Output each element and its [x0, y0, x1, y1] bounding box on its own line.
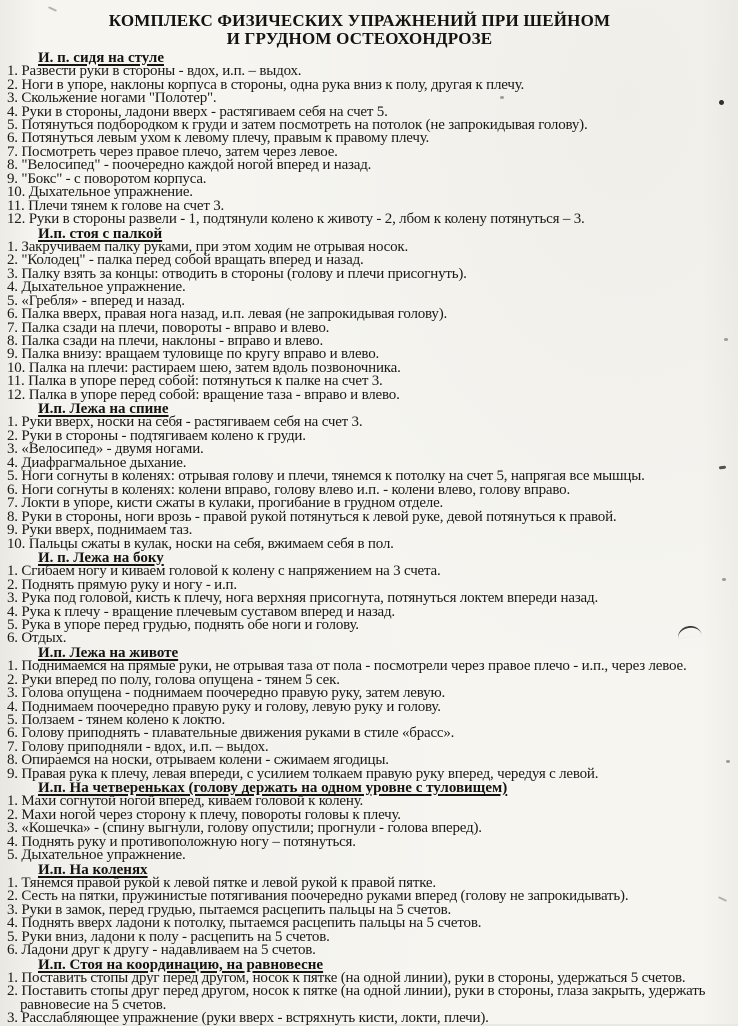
section-heading-text: И.п. Лежа на животе — [38, 644, 179, 661]
exercise-item: 3. «Велосипед» - двумя ногами. — [7, 441, 204, 458]
exercise-item: 6. Голову приподнять - плавательные движения руками в стиле «брасс». — [7, 725, 455, 742]
exercise-item: 2. Махи ногой через сторону к плечу, повороты головы к плечу. — [7, 806, 401, 823]
exercise-item: 5. Рука в упоре перед грудью, поднять обе ноги и голову. — [7, 617, 359, 634]
exercise-item: 4. Диафрагмальное дыхание. — [7, 454, 187, 471]
scan-artifact — [500, 96, 504, 99]
exercise-item: 3. Палку взять за концы: отводить в стороны (голову и плечи присогнуть). — [7, 265, 467, 282]
section-heading-text: И.п. Лежа на спине — [38, 401, 169, 418]
exercise-item: 5. Дыхательное упражнение. — [7, 847, 186, 864]
exercise-sections — [7, 51, 712, 1026]
exercise-item: 7. Локти в упоре, кисти сжаты в кулаки, прогибание в грудном отделе. — [7, 495, 444, 512]
exercise-item: 12. Палка в упоре перед собой: вращение таза - вправо и влево. — [7, 386, 400, 403]
exercise-item: 8. Опираемся на носки, отрываем колени - сжимаем ягодицы. — [7, 752, 389, 769]
exercise-item: 2. Поставить стопы друг перед другом, носок к пятке (на одной линии), руки в стороны, глаза закрыть, удержать равновесие на 5 счетов. — [7, 983, 706, 1013]
scan-artifact — [48, 6, 57, 12]
exercise-item: 2. Поднять прямую руку и ногу - и.п. — [7, 576, 237, 593]
exercise-item: 2. Сесть на пятки, пружинистые потягивания поочередно руками вперед (голову не запрокидывать). — [7, 888, 629, 905]
document-title-line-2: И ГРУДНОМ ОСТЕОХОНДРОЗЕ — [226, 29, 493, 48]
exercise-item: 11. Плечи тянем к голове на счет 3. — [7, 197, 225, 214]
exercise-item: 5. Руки вниз, ладони к полу - расцепить на 5 счетов. — [7, 928, 330, 945]
exercise-item: 8. Руки в стороны, ноги врозь - правой рукой потянуться к левой руке, девой потянуться к правой. — [7, 508, 617, 525]
exercise-item: 7. Посмотреть через правое плечо, затем через левое. — [7, 143, 338, 160]
section-heading-text: И.п. стоя с палкой — [38, 225, 163, 242]
exercise-item: 1. Закручиваем палку руками, при этом ходим не отрывая носок. — [7, 238, 409, 255]
exercise-item: 4. Поднимаем поочередно правую руку и голову, левую руку и голову. — [7, 698, 441, 715]
exercise-item: 4. Дыхательное упражнение. — [7, 279, 186, 296]
exercise-item: 6. Потянуться левым ухом к левому плечу, правым к правому плечу. — [7, 130, 430, 147]
exercise-item: 5. Потянуться подбородком к груди и затем посмотреть на потолок (не запрокидывая голову). — [7, 117, 588, 134]
exercise-item: 3. Расслабляющее упражнение (руки вверх - встряхнуть кисти, локти, плечи). — [7, 1010, 489, 1026]
exercise-item: 5. Ноги согнуты в коленях: отрывая голову и плечи, тянемся к потолку на счет 5, напрягая все мышцы. — [7, 468, 645, 485]
exercise-item: 4. Поднять руку и противоположную ногу – потянуться. — [7, 833, 356, 850]
section-heading-text: И.п. Стоя на координацию, на равновесне — [38, 956, 324, 973]
section-heading-text: И. п. Лежа на боку — [38, 550, 164, 567]
exercise-item: 3. «Кошечка» - (спину выгнули, голову опустили; прогнули - голова вперед). — [7, 820, 482, 837]
exercise-item: 4. Поднять вверх ладони к потолку, пытаемся расцепить пальцы на 5 счетов. — [7, 915, 482, 932]
exercise-item: 10. Дыхательное упражнение. — [7, 184, 193, 201]
scan-artifact — [719, 466, 726, 470]
exercise-item: 1. Руки вверх, носки на себя - растягиваем себя на счет 3. — [7, 414, 363, 431]
exercise-item: 12. Руки в стороны развели - 1, подтянули колено к животу - 2, лбом к колену потянуться – 3. — [7, 211, 585, 228]
scan-artifact — [718, 896, 727, 902]
scan-artifact — [722, 578, 726, 581]
exercise-item: 3. Рука под головой, кисть к плечу, нога верхняя присогнута, потянуться локтем впереди назад. — [7, 590, 598, 607]
exercise-item: 10. Пальцы сжаты в кулак, носки на себя, вжимаем себя в пол. — [7, 535, 394, 552]
exercise-item: 9. Правая рука к плечу, левая впереди, с усилием толкаем правую руку вперед, чередуя с левой. — [7, 765, 599, 782]
exercise-item: 11. Палка в упоре перед собой: потянуться к палке на счет 3. — [7, 373, 383, 390]
document-title — [7, 12, 712, 48]
exercise-item: 6. Палка вверх, правая нога назад, и.п. левая (не запрокидывая голову). — [7, 306, 448, 323]
exercise-item: 1. Поставить стопы друг перед другом, носок к пятке (на одной линии), руки в стороны, удержаться 5 счетов. — [7, 969, 686, 986]
exercise-item: 3. Голова опущена - поднимаем поочередно правую руку, затем левую. — [7, 685, 445, 702]
section-heading-text: И.п. На коленях — [38, 861, 148, 878]
exercise-item: 9. Руки вверх, поднимаем таз. — [7, 522, 193, 539]
exercise-item: 1. Тянемся правой рукой к левой пятке и левой рукой к правой пятке. — [7, 874, 436, 891]
exercise-item: 5. Ползаем - тянем колено к локтю. — [7, 711, 226, 728]
section-heading-text: И.п. На четвереньках (голову держать на одном уровне с туловищем) — [38, 780, 508, 797]
exercise-item: 7. Голову приподняли - вдох, и.п. – выдох. — [7, 738, 269, 755]
exercise-item: 4. Рука к плечу - вращение плечевым суставом вперед и назад. — [7, 603, 395, 620]
scan-artifact — [719, 100, 724, 105]
exercise-item: 6. Отдых. — [7, 630, 67, 647]
exercise-item: 3. Руки в замок, перед грудью, пытаемся расцепить пальцы на 5 счетов. — [7, 901, 452, 918]
exercise-item: 1. Поднимаемся на прямые руки, не отрывая таза от пола - посмотрели через правое плечо - и.п., через левое. — [7, 658, 687, 675]
exercise-item: 7. Палка сзади на плечи, повороты - вправо и влево. — [7, 319, 330, 336]
exercise-item: 2. "Колодец" - палка перед собой вращать вперед и назад. — [7, 252, 364, 269]
exercise-item: 10. Палка на плечи: растираем шею, затем вдоль позвоночника. — [7, 359, 401, 376]
exercise-item: 4. Руки в стороны, ладони вверх - растягиваем себя на счет 5. — [7, 103, 388, 120]
exercise-item: 1. Сгибаем ногу и киваем головой к колену с напряжением на 3 счета. — [7, 563, 441, 580]
exercise-item: 5. «Гребля» - вперед и назад. — [7, 292, 185, 309]
exercise-item: 8. Палка сзади на плечи, наклоны - вправо и влево. — [7, 333, 323, 350]
exercise-item: 8. "Велосипед" - поочередно каждой ногой вперед и назад. — [7, 157, 372, 174]
exercise-item: 1. Развести руки в стороны - вдох, и.п. – выдох. — [7, 63, 302, 80]
exercise-item: 6. Ноги согнуты в коленях: колени вправо, голову влево и.п. - колени влево, голову вправо. — [7, 481, 571, 498]
exercise-item: 3. Скольжение ногами "Полотер". — [7, 90, 217, 107]
document-title-line-1: КОМПЛЕКС ФИЗИЧЕСКИХ УПРАЖНЕНИЙ ПРИ ШЕЙНОМ — [108, 11, 611, 30]
exercise-item: 2. Руки вперед по полу, голова опущена - тянем 5 сек. — [7, 671, 340, 688]
exercise-item: 2. Руки в стороны - подтягиваем колено к груди. — [7, 427, 306, 444]
exercise-item: 2. Ноги в упоре, наклоны корпуса в стороны, одна рука вниз к полу, другая к плечу. — [7, 76, 525, 93]
exercise-item: 6. Ладони друг к другу - надавливаем на 5 счетов. — [7, 942, 316, 959]
exercise-item: 1. Махи согнутой ногой вперед, киваем головой к колену. — [7, 793, 364, 810]
scan-artifact — [726, 760, 730, 763]
exercise-item: 9. Палка внизу: вращаем туловище по кругу вправо и влево. — [7, 346, 380, 363]
section-heading-text: И. п. сидя на стуле — [38, 50, 164, 66]
scan-artifact — [724, 338, 728, 341]
exercise-item: 9. "Бокс" - с поворотом корпуса. — [7, 170, 207, 187]
